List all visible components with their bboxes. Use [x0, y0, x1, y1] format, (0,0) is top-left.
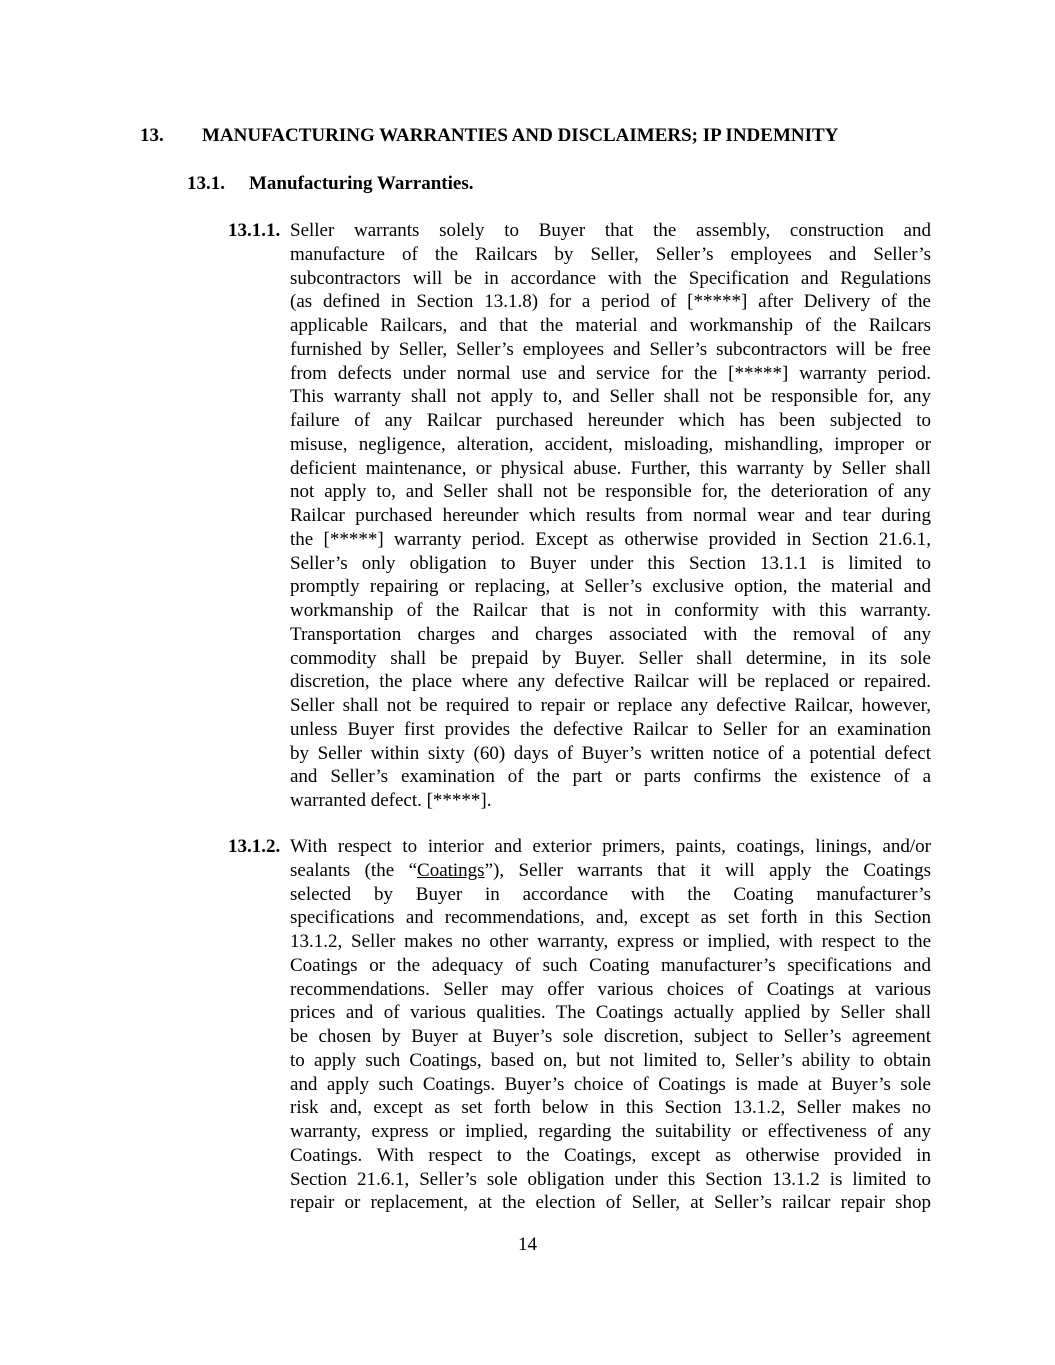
clause-line: [290, 859, 931, 883]
clause-line: repair or replacement, at the election of Seller, at Seller’s railcar repair shop: [290, 1192, 931, 1214]
clause-line: misuse, negligence, alteration, accident, misloading, mishandling, improper or: [290, 433, 931, 455]
clause-line: risk and, except as set forth below in this Section 13.1.2, Seller makes no: [290, 1097, 931, 1119]
clause-line: by Seller within sixty (60) days of Buyer’s written notice of a potential defect: [290, 742, 931, 764]
clause-number-13-1-2: 13.1.2.: [228, 836, 281, 857]
clause-line: Seller shall not be required to repair or replace any defective Railcar, however,: [290, 695, 931, 716]
clause-line: Transportation charges and charges associated with the removal of any: [290, 623, 931, 645]
clause-line: prices and of various qualities. The Coatings actually applied by Seller shall: [290, 1002, 931, 1024]
clause-number-13-1-1: 13.1.1.: [228, 220, 281, 241]
clause-line: Seller warrants solely to Buyer that the assembly, construction and: [290, 220, 931, 241]
section-title: MANUFACTURING WARRANTIES AND DISCLAIMERS; IP INDEMNITY: [202, 125, 839, 146]
clause-text: sealants (the “: [290, 859, 418, 881]
clause-line: warranty, express or implied, regarding the suitability or effectiveness of any: [290, 1121, 931, 1142]
clause-line: workmanship of the Railcar that is not in conformity with this warranty.: [290, 600, 931, 621]
clause-line: and Seller’s examination of the part or parts confirms the existence of a: [290, 766, 931, 788]
clause-line: the [*****] warranty period. Except as otherwise provided in Section 21.6.1,: [290, 528, 931, 550]
clause-line: to apply such Coatings, based on, but not limited to, Seller’s ability to obtain: [290, 1049, 931, 1071]
clause-line: commodity shall be prepaid by Buyer. Seller shall determine, in its sole: [290, 647, 931, 669]
clause-line: With respect to interior and exterior primers, paints, coatings, linings, and/or: [290, 836, 931, 857]
subsection-heading: [187, 172, 473, 196]
clause-line: Coatings or the adequacy of such Coating manufacturer’s specifications and: [290, 954, 931, 976]
clause-line: 13.1.2, Seller makes no other warranty, express or implied, with respect to the: [290, 931, 931, 952]
clause-line: warranted defect. [*****].: [290, 790, 492, 811]
subsection-title: Manufacturing Warranties.: [249, 173, 474, 194]
page-number: 14: [518, 1234, 537, 1255]
clause-line: Section 21.6.1, Seller’s sole obligation under this Section 13.1.2 is limited to: [290, 1168, 931, 1190]
subsection-number: 13.1.: [187, 173, 225, 194]
clause-body-13-1-1: [290, 219, 931, 813]
defined-term-coatings: Coatings: [417, 859, 485, 881]
clause-line: subcontractors will be in accordance with the Specification and Regulations: [290, 267, 931, 289]
clause-line: Railcar purchased hereunder which results from normal wear and tear during: [290, 505, 931, 526]
clause-line: promptly repairing or replacing, at Seller’s exclusive option, the material and: [290, 576, 931, 598]
clause-line: (as defined in Section 13.1.8) for a period of [*****] after Delivery of the: [290, 291, 931, 313]
clause-line: Seller’s only obligation to Buyer under this Section 13.1.1 is limited to: [290, 552, 931, 574]
clause-line: specifications and recommendations, and, except as set forth in this Section: [290, 907, 931, 929]
clause-line: recommendations. Seller may offer various choices of Coatings at various: [290, 978, 931, 1000]
clause-line: from defects under normal use and service for the [*****] warranty period.: [290, 362, 931, 384]
section-heading: [140, 124, 838, 148]
clause-line: deficient maintenance, or physical abuse. Further, this warranty by Seller shall: [290, 457, 931, 479]
clause-line: failure of any Railcar purchased hereunder which has been subjected to: [290, 410, 931, 431]
clause-line: and apply such Coatings. Buyer’s choice of Coatings is made at Buyer’s sole: [290, 1073, 931, 1095]
clause-line: furnished by Seller, Seller’s employees and Seller’s subcontractors will be free: [290, 338, 931, 360]
clause-line: manufacture of the Railcars by Seller, Seller’s employees and Seller’s: [290, 243, 931, 265]
clause-line: unless Buyer first provides the defective Railcar to Seller for an examination: [290, 718, 931, 740]
clause-line: applicable Railcars, and that the material and workmanship of the Railcars: [290, 315, 931, 336]
clause-line: be chosen by Buyer at Buyer’s sole discretion, subject to Seller’s agreement: [290, 1026, 931, 1047]
section-number: 13.: [140, 125, 164, 146]
clause-body-13-1-2: [290, 835, 931, 1215]
clause-text: ”), Seller warrants that it will apply the Coatings: [484, 859, 931, 881]
clause-line: not apply to, and Seller shall not be responsible for, the deterioration of any: [290, 481, 931, 503]
clause-line: Coatings. With respect to the Coatings, except as otherwise provided in: [290, 1144, 931, 1166]
clause-line: This warranty shall not apply to, and Seller shall not be responsible for, any: [290, 386, 931, 408]
clause-line: selected by Buyer in accordance with the Coating manufacturer’s: [290, 883, 931, 905]
clause-line: discretion, the place where any defective Railcar will be replaced or repaired.: [290, 671, 931, 693]
